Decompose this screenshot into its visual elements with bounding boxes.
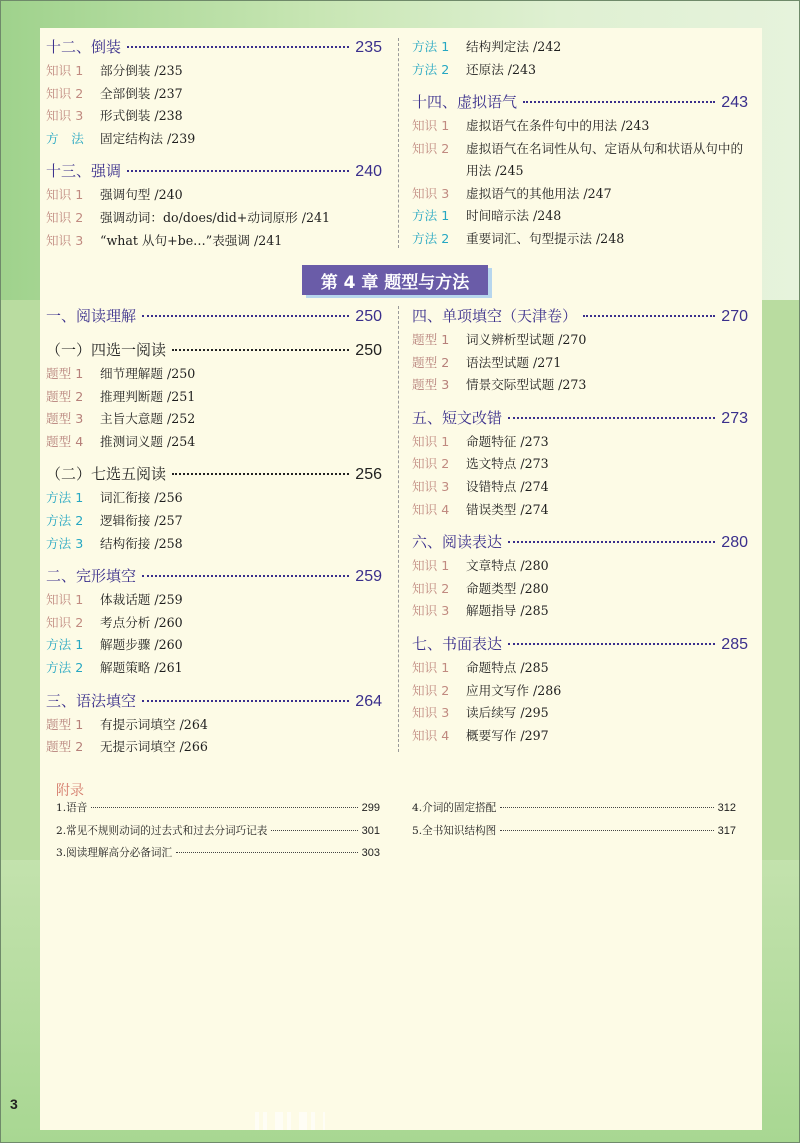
entry-text: 命题特点 /285 (466, 659, 549, 675)
toc-entry[interactable] (412, 600, 748, 623)
entry-label: 题型 1 (412, 332, 450, 347)
appendix-entry[interactable] (412, 823, 736, 846)
entry-text: 强调动词：do/does/did+动词原形 /241 (100, 209, 331, 225)
dot-leader (142, 700, 349, 702)
entry-label: 知识 4 (412, 501, 450, 517)
section-page-number: 243 (721, 94, 748, 112)
section-title: 十四、虚拟语气 (412, 93, 518, 112)
entry-label: 知识 2 (46, 209, 84, 225)
entry-text: 语法型试题 /271 (466, 354, 562, 370)
dot-leader (583, 315, 715, 317)
entry-label: 知识 3 (412, 705, 450, 721)
dot-leader (172, 349, 349, 351)
dot-leader (91, 807, 357, 808)
entry-text: 全部倒装 /237 (100, 85, 183, 101)
appendix-list-right (412, 800, 736, 845)
appendix-title: 附录 (56, 783, 84, 799)
entry-label: 题型 2 (46, 388, 84, 404)
entry-label: 题型 1 (46, 366, 84, 381)
section-heading[interactable] (46, 305, 382, 329)
toc-entry[interactable] (412, 36, 748, 59)
appendix-page-number: 312 (717, 802, 736, 814)
entry-label: 知识 1 (46, 592, 84, 608)
entry-label: 知识 1 (412, 659, 450, 675)
dot-leader (508, 417, 715, 419)
column-divider-top (398, 38, 400, 248)
section-heading[interactable] (412, 633, 748, 657)
entry-label: 知识 1 (412, 118, 450, 134)
appendix-page-number: 303 (361, 847, 380, 860)
dot-leader (271, 830, 357, 831)
entry-text: 词义辨析型试题 /270 (466, 332, 587, 347)
appendix-entry-text: 5.全书知识结构图 (412, 824, 497, 837)
dot-leader (508, 643, 715, 645)
entry-label: 知识 3 (412, 185, 450, 201)
toc-column-top-left (46, 36, 382, 252)
section-title: 六、阅读表达 (412, 533, 503, 552)
toc-entry[interactable] (46, 634, 382, 657)
toc-entry[interactable] (412, 329, 748, 352)
section-gap (412, 623, 748, 633)
toc-entry[interactable] (46, 589, 382, 612)
section-gap (412, 81, 748, 91)
entry-label: 方法 1 (46, 490, 84, 506)
section-page-number: 240 (355, 163, 382, 181)
appendix-page-number: 299 (361, 802, 380, 814)
entry-text: 时间暗示法 /248 (466, 208, 562, 224)
entry-label: 知识 2 (412, 140, 450, 156)
chapter-banner: 第 4 章 题型与方法 (302, 265, 488, 295)
entry-text: 逻辑衔接 /257 (100, 512, 183, 528)
toc-entry[interactable] (412, 352, 748, 375)
section-heading[interactable] (412, 91, 748, 115)
dot-leader (172, 473, 349, 475)
toc-entry[interactable] (412, 59, 748, 82)
section-title: 四、单项填空（天津卷） (412, 307, 578, 325)
appendix-list-left (56, 800, 380, 868)
entry-label: 方法 2 (46, 659, 84, 675)
entry-label: 知识 2 (46, 85, 84, 101)
entry-text: 文章特点 /280 (466, 558, 549, 574)
entry-text: 选文特点 /273 (466, 456, 549, 472)
dot-leader (127, 46, 349, 48)
section-title: （二）七选五阅读 (46, 465, 167, 484)
entry-label: 方 法 (46, 130, 84, 146)
entry-label: 知识 2 (412, 580, 450, 596)
entry-label: 方法 1 (412, 39, 450, 54)
toc-entry[interactable] (46, 207, 382, 230)
section-gap (412, 397, 748, 407)
entry-label: 方法 1 (412, 208, 450, 224)
subsection-heading[interactable] (46, 339, 382, 363)
entry-label: 知识 1 (412, 558, 450, 574)
section-title: 一、阅读理解 (46, 307, 137, 325)
toc-entry[interactable] (46, 184, 382, 207)
toc-entry[interactable] (46, 83, 382, 106)
entry-label: 方法 3 (46, 535, 84, 551)
appendix-entry[interactable] (56, 800, 380, 823)
toc-entry[interactable] (412, 476, 748, 499)
toc-column-bottom-right (412, 305, 748, 747)
entry-label: 方法 2 (412, 61, 450, 77)
section-page-number: 235 (355, 39, 382, 56)
appendix-entry[interactable] (56, 845, 380, 868)
toc-entry[interactable] (46, 714, 382, 737)
entry-text: 强调句型 /240 (100, 187, 183, 203)
section-page-number: 250 (355, 342, 382, 359)
entry-label: 知识 1 (46, 187, 84, 203)
entry-label: 知识 3 (412, 478, 450, 494)
entry-label: 方法 2 (46, 512, 84, 528)
entry-label: 方法 1 (46, 637, 84, 653)
dot-leader (176, 852, 358, 853)
section-title: 二、完形填空 (46, 567, 137, 586)
entry-text: 无提示词填空 /266 (100, 739, 208, 755)
entry-text: 固定结构法 /239 (100, 130, 196, 146)
toc-entry[interactable] (46, 128, 382, 151)
toc-entry[interactable] (412, 657, 748, 680)
entry-label: 知识 2 (46, 614, 84, 630)
toc-entry[interactable] (412, 115, 748, 138)
section-title: 十二、倒装 (46, 38, 122, 56)
entry-text: 重要词汇、句型提示法 /248 (466, 230, 625, 246)
entry-label: 知识 2 (412, 456, 450, 472)
appendix-page-number: 301 (361, 824, 380, 837)
section-heading[interactable] (412, 305, 748, 329)
appendix-entry-text: 3.阅读理解高分必备词汇 (56, 847, 173, 860)
entry-text: 部分倒装 /235 (100, 63, 183, 78)
entry-text: 设错特点 /274 (466, 478, 549, 494)
toc-entry[interactable] (412, 499, 748, 522)
entry-text: 虚拟语气的其他用法 /247 (466, 185, 612, 201)
toc-entry[interactable] (412, 183, 748, 206)
entry-text: 命题特征 /273 (466, 433, 549, 449)
section-page-number: 264 (355, 692, 382, 710)
section-gap (46, 150, 382, 160)
toc-column-bottom-left (46, 305, 382, 759)
entry-label: 题型 2 (46, 739, 84, 755)
section-gap (46, 555, 382, 565)
entry-text: 虚拟语气在名词性从句、定语从句和状语从句中的用法 /245 (466, 140, 744, 179)
section-heading[interactable] (46, 565, 382, 589)
section-heading[interactable] (46, 160, 382, 184)
entry-text: 形式倒装 /238 (100, 108, 183, 124)
entry-label: 知识 3 (412, 603, 450, 619)
entry-label: 题型 4 (46, 433, 84, 449)
toc-entry[interactable] (46, 60, 382, 83)
toc-entry[interactable] (46, 431, 382, 454)
section-title: （一）四选一阅读 (46, 341, 167, 359)
toc-entry[interactable] (412, 555, 748, 578)
entry-text: 解题步骤 /260 (100, 637, 183, 653)
toc-entry[interactable] (412, 453, 748, 476)
section-title: 七、书面表达 (412, 634, 503, 653)
section-page-number: 280 (721, 534, 748, 552)
toc-entry[interactable] (46, 386, 382, 409)
section-gap (412, 521, 748, 531)
entry-text: 解题策略 /261 (100, 659, 183, 675)
entry-text: 命题类型 /280 (466, 580, 549, 596)
section-page-number: 250 (355, 308, 382, 325)
entry-label: 方法 2 (412, 230, 450, 246)
section-heading[interactable] (46, 690, 382, 714)
toc-entry[interactable] (412, 205, 748, 228)
appendix-page-number: 317 (717, 824, 736, 837)
entry-text: 词汇衔接 /256 (100, 490, 183, 506)
appendix-entry-text: 4.介词的固定搭配 (412, 802, 497, 814)
toc-entry[interactable] (412, 702, 748, 725)
section-page-number: 270 (721, 308, 748, 325)
entry-text: 考点分析 /260 (100, 614, 183, 630)
subsection-heading[interactable] (46, 463, 382, 487)
toc-entry[interactable] (412, 228, 748, 251)
section-page-number: 273 (721, 409, 748, 427)
section-heading[interactable] (412, 531, 748, 555)
section-title: 五、短文改错 (412, 408, 503, 427)
entry-text: 细节理解题 /250 (100, 366, 196, 381)
appendix-entry[interactable] (56, 823, 380, 846)
toc-entry[interactable] (46, 363, 382, 386)
toc-entry[interactable] (412, 431, 748, 454)
entry-text: 解题指导 /285 (466, 603, 549, 619)
entry-text: 推测词义题 /254 (100, 433, 196, 449)
toc-entry[interactable] (46, 230, 382, 253)
entry-text: 结构衔接 /258 (100, 535, 183, 551)
section-page-number: 285 (721, 635, 748, 653)
dot-leader (142, 575, 349, 577)
dot-leader (523, 101, 715, 103)
entry-label: 知识 3 (46, 108, 84, 124)
toc-entry[interactable] (46, 105, 382, 128)
toc-entry[interactable] (46, 533, 382, 556)
toc-entry[interactable] (412, 138, 748, 183)
entry-text: 还原法 /243 (466, 61, 537, 77)
entry-label: 题型 2 (412, 354, 450, 370)
entry-text: “what 从句+be…”表强调 /241 (100, 232, 283, 248)
entry-label: 题型 1 (46, 716, 84, 732)
toc-entry[interactable] (46, 510, 382, 533)
entry-text: 读后续写 /295 (466, 705, 549, 721)
entry-label: 知识 4 (412, 727, 450, 743)
entry-text: 有提示词填空 /264 (100, 716, 208, 732)
appendix-entry[interactable] (412, 800, 736, 823)
toc-entry[interactable] (46, 612, 382, 635)
entry-label: 知识 3 (46, 232, 84, 248)
entry-text: 结构判定法 /242 (466, 39, 562, 54)
toc-entry[interactable] (412, 680, 748, 703)
toc-entry[interactable] (46, 408, 382, 431)
dot-leader (500, 807, 713, 808)
toc-column-top-right (412, 36, 748, 251)
dot-leader (142, 315, 349, 317)
toc-entry[interactable] (412, 725, 748, 748)
entry-text: 推理判断题 /251 (100, 388, 196, 404)
entry-text: 错误类型 /274 (466, 501, 549, 517)
toc-entry[interactable] (412, 374, 748, 397)
entry-text: 概要写作 /297 (466, 727, 549, 743)
section-gap (46, 453, 382, 463)
entry-text: 虚拟语气在条件句中的用法 /243 (466, 118, 650, 134)
entry-label: 知识 2 (412, 682, 450, 698)
appendix-entry-text: 1.语音 (56, 802, 88, 814)
dot-leader (500, 830, 713, 831)
section-gap (46, 329, 382, 339)
entry-text: 主旨大意题 /252 (100, 411, 196, 427)
entry-label: 知识 1 (46, 63, 84, 78)
section-heading[interactable] (46, 36, 382, 60)
toc-entry[interactable] (46, 736, 382, 759)
entry-text: 应用文写作 /286 (466, 682, 562, 698)
dot-leader (127, 170, 349, 172)
section-gap (46, 680, 382, 690)
section-title: 三、语法填空 (46, 691, 137, 710)
section-page-number: 256 (355, 466, 382, 484)
entry-label: 题型 3 (46, 411, 84, 427)
section-title: 十三、强调 (46, 162, 122, 181)
entry-text: 情景交际型试题 /273 (466, 377, 587, 393)
toc-entry[interactable] (412, 578, 748, 601)
toc-entry[interactable] (46, 487, 382, 510)
dot-leader (508, 541, 715, 543)
column-divider-bottom (398, 306, 400, 752)
appendix-entry-text: 2.常见不规则动词的过去式和过去分词巧记表 (56, 824, 268, 837)
entry-label: 知识 1 (412, 433, 450, 449)
entry-label: 题型 3 (412, 377, 450, 393)
page-number: 3 (10, 1096, 18, 1112)
entry-text: 体裁话题 /259 (100, 592, 183, 608)
section-heading[interactable] (412, 407, 748, 431)
section-page-number: 259 (355, 568, 382, 586)
toc-entry[interactable] (46, 657, 382, 680)
